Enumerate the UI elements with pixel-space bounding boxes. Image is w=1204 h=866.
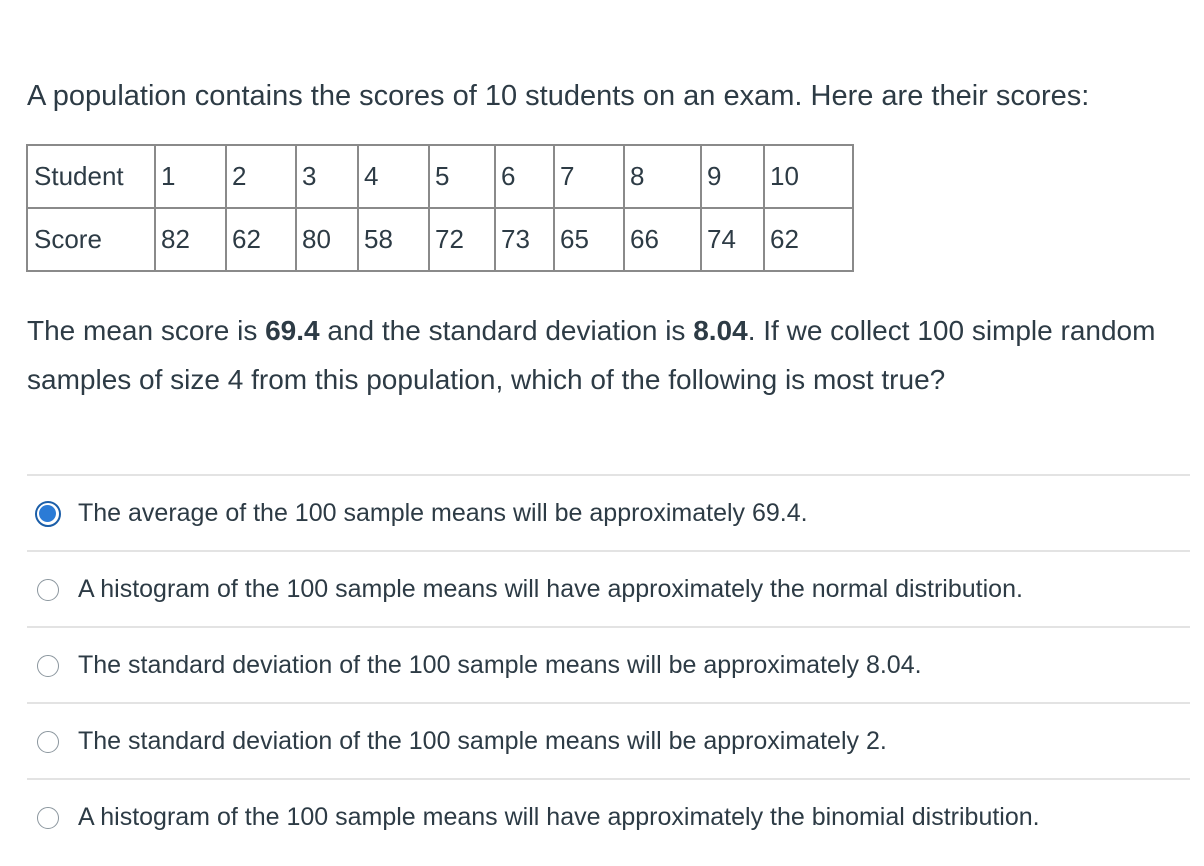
score-cell: 74 <box>701 208 764 271</box>
radio-button[interactable] <box>37 731 59 753</box>
answer-option-3[interactable] <box>27 626 1190 702</box>
score-cell: 73 <box>495 208 554 271</box>
radio-button[interactable] <box>37 579 59 601</box>
score-cell: 72 <box>429 208 495 271</box>
mean-value: 69.4 <box>265 315 320 346</box>
row-header-score: Score <box>27 208 155 271</box>
student-cell: 10 <box>764 145 853 208</box>
student-cell: 3 <box>296 145 358 208</box>
score-cell: 80 <box>296 208 358 271</box>
answer-option-1[interactable] <box>27 474 1190 550</box>
radio-button[interactable] <box>37 807 59 829</box>
score-cell: 82 <box>155 208 226 271</box>
answer-label[interactable]: A histogram of the 100 sample means will have approximately the binomial distribution. <box>78 803 1040 831</box>
answer-list <box>27 474 1190 854</box>
student-cell: 7 <box>554 145 624 208</box>
question-text-part: The mean score is <box>27 315 266 346</box>
answer-label[interactable]: The standard deviation of the 100 sample means will be approximately 8.04. <box>78 651 922 679</box>
row-header-student: Student <box>27 145 155 208</box>
question-text-part: and the standard deviation is <box>319 315 694 346</box>
scores-table <box>26 144 854 272</box>
answer-option-2[interactable] <box>27 550 1190 626</box>
question-text-part: . If we collect 100 simple random samples of size 4 from this population, which of the following is most true? <box>27 315 1156 395</box>
question-text <box>27 306 1192 404</box>
student-cell: 1 <box>155 145 226 208</box>
radio-dot-icon <box>39 505 56 522</box>
table-row-score <box>27 208 853 271</box>
score-cell: 62 <box>226 208 296 271</box>
answer-option-4[interactable] <box>27 702 1190 778</box>
table-row-student <box>27 145 853 208</box>
answer-label[interactable]: The average of the 100 sample means will be approximately 69.4. <box>78 499 808 527</box>
student-cell: 6 <box>495 145 554 208</box>
score-cell: 66 <box>624 208 701 271</box>
sd-value: 8.04 <box>693 315 748 346</box>
answer-label[interactable]: A histogram of the 100 sample means will have approximately the normal distribution. <box>78 575 1023 603</box>
radio-button[interactable] <box>37 655 59 677</box>
score-cell: 62 <box>764 208 853 271</box>
radio-button-selected[interactable] <box>35 501 61 527</box>
student-cell: 9 <box>701 145 764 208</box>
answer-option-5[interactable] <box>27 778 1190 854</box>
answer-label[interactable]: The standard deviation of the 100 sample means will be approximately 2. <box>78 727 887 755</box>
score-cell: 58 <box>358 208 429 271</box>
student-cell: 2 <box>226 145 296 208</box>
student-cell: 8 <box>624 145 701 208</box>
question-intro: A population contains the scores of 10 students on an exam. Here are their scores: <box>27 80 1090 112</box>
student-cell: 4 <box>358 145 429 208</box>
score-cell: 65 <box>554 208 624 271</box>
student-cell: 5 <box>429 145 495 208</box>
